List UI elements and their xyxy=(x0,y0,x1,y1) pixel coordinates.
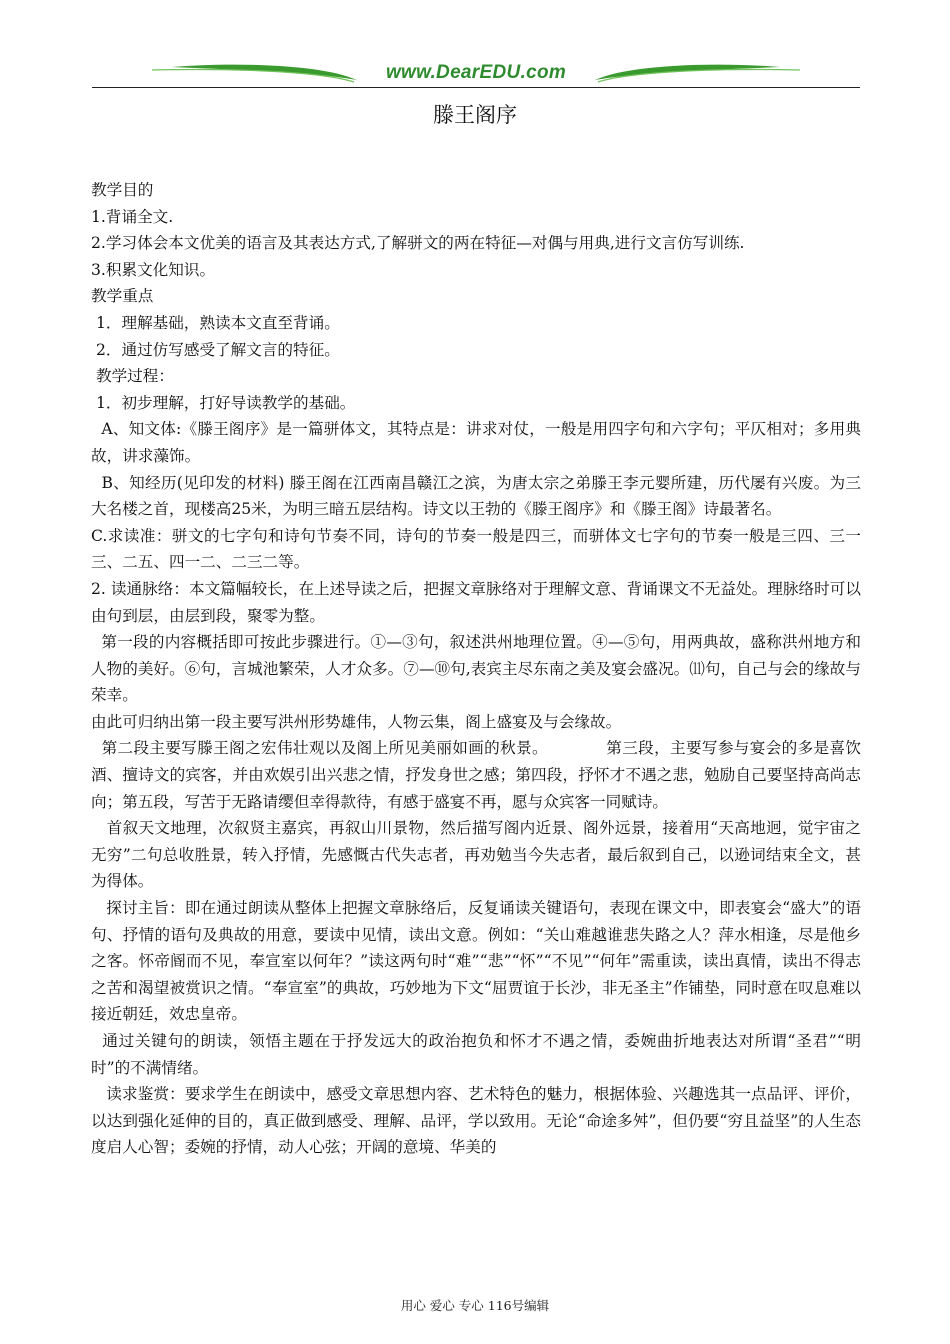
body-paragraph: 探讨主旨：即在通过朗读从整体上把握文章脉络后，反复诵读关键语句，表现在课文中，即表宴会“盛大”的语句、抒情的语句及典故的用意，要读中见情，读出文意。例如：“关山难越谁悲失路之人？萍水相逢，尽是他乡之客。怀帝阍而不见，奉宣室以何年？”读这两句时“难”“悲”“怀”“不见”“何年”需重读，读出真情，读出不得志之苦和渴望被赏识之情。“奉宣室”的典故，巧妙地为下文“屈贾谊于长沙，非无圣主”作铺垫，同时意在叹息难以接近朝廷，效忠皇帝。 xyxy=(91,899,861,1024)
body-paragraph: 2.学习体会本文优美的语言及其表达方式,了解骈文的两在特征—对偶与用典,进行文言仿写训练. xyxy=(91,234,745,253)
body-paragraph: 由此可归纳出第一段主要写洪州形势雄伟，人物云集，阁上盛宴及与会缘故。 xyxy=(91,712,622,731)
body-paragraph: 教学重点 xyxy=(91,287,154,306)
body-paragraph: 1.背诵全文. xyxy=(91,207,174,226)
site-header-banner xyxy=(92,60,860,90)
body-paragraph: C.求读准：骈文的七字句和诗句节奏不同，诗句的节奏一般是四三，而骈体文七字句的节奏一般是三四、三一三、二五、四一二、二三二等。 xyxy=(91,526,861,572)
body-paragraph: 第一段的内容概括即可按此步骤进行。①—③句，叙述洪州地理位置。④—⑤句，用两典故，盛称洪州地方和人物的美好。⑥句，言城池繁荣，人才众多。⑦—⑩句,表宾主尽东南之美及宴会盛况。⑾句，自己与会的缘故与荣幸。 xyxy=(91,633,861,705)
body-paragraph: 2. 读通脉络：本文篇幅较长，在上述导读之后，把握文章脉络对于理解文意、背诵课文不无益处。理脉络时可以由句到层，由层到段，聚零为整。 xyxy=(91,579,861,625)
site-url[interactable]: www.DearEDU.com xyxy=(385,62,567,83)
body-paragraph: 教学过程： xyxy=(91,367,174,386)
body-paragraph: 3.积累文化知识。 xyxy=(91,260,216,279)
body-paragraph: 首叙天文地理，次叙贤主嘉宾，再叙山川景物，然后描写阁内近景、阁外远景，接着用“天高地迥，觉宇宙之无穷”二句总收胜景，转入抒情，先感慨古代失志者，再劝勉当今失志者，最后叙到自己，以逊词结束全文，甚为得体。 xyxy=(91,819,861,891)
body-paragraph: 读求鉴赏：要求学生在朗读中，感受文章思想内容、艺术特色的魅力，根据体验、兴趣选其一点品评、评价，以达到强化延伸的目的，真正做到感受、理解、品评，学以致用。无论“命途多舛”，但仍要“穷且益坚”的人生态度启人心智；委婉的抒情，动人心弦；开阔的意境、华美的 xyxy=(91,1085,861,1157)
document-body xyxy=(91,177,861,1161)
body-paragraph: 通过关键句的朗读，领悟主题在于抒发远大的政治抱负和怀才不遇之情，委婉曲折地表达对所谓“圣君”“明时”的不满情绪。 xyxy=(91,1032,861,1077)
body-paragraph: 2．通过仿写感受了解文言的特征。 xyxy=(91,340,340,359)
body-paragraph: 教学目的 xyxy=(91,181,154,199)
body-paragraph: A、知文体:《滕王阁序》是一篇骈体文，其特点是：讲求对仗，一般是用四字句和六字句；平仄相对；多用典故，讲求藻饰。 xyxy=(91,420,861,465)
body-paragraph: 第二段主要写滕王阁之宏伟壮观以及阁上所见美丽如画的秋景。 第三段，主要写参与宴会的多是喜饮酒、擅诗文的宾客，并由欢娱引出兴悲之情，抒发身世之感；第四段，抒怀才不遇之悲，勉励自己要坚持高尚志向；第五段，写苦于无路请缨但幸得款待，有感于盛宴不再，愿与众宾客一同赋诗。 xyxy=(91,739,861,811)
body-paragraph: 1．初步理解，打好导读教学的基础。 xyxy=(91,393,356,412)
body-paragraph: B、知经历(见印发的材料) 滕王阁在江西南昌赣江之滨，为唐太宗之弟滕王李元婴所建，历代屡有兴废。为三大名楼之首，现楼高25米，为明三暗五层结构。诗文以王勃的《滕王阁序》和《滕王阁》诗最著名。 xyxy=(91,473,861,519)
document-title: 滕王阁序 xyxy=(433,103,517,127)
body-paragraph: 1．理解基础，熟读本文直至背诵。 xyxy=(91,313,340,332)
header-divider xyxy=(92,87,860,88)
page-footer: 用心 爱心 专心 116号编辑 xyxy=(400,1298,550,1313)
